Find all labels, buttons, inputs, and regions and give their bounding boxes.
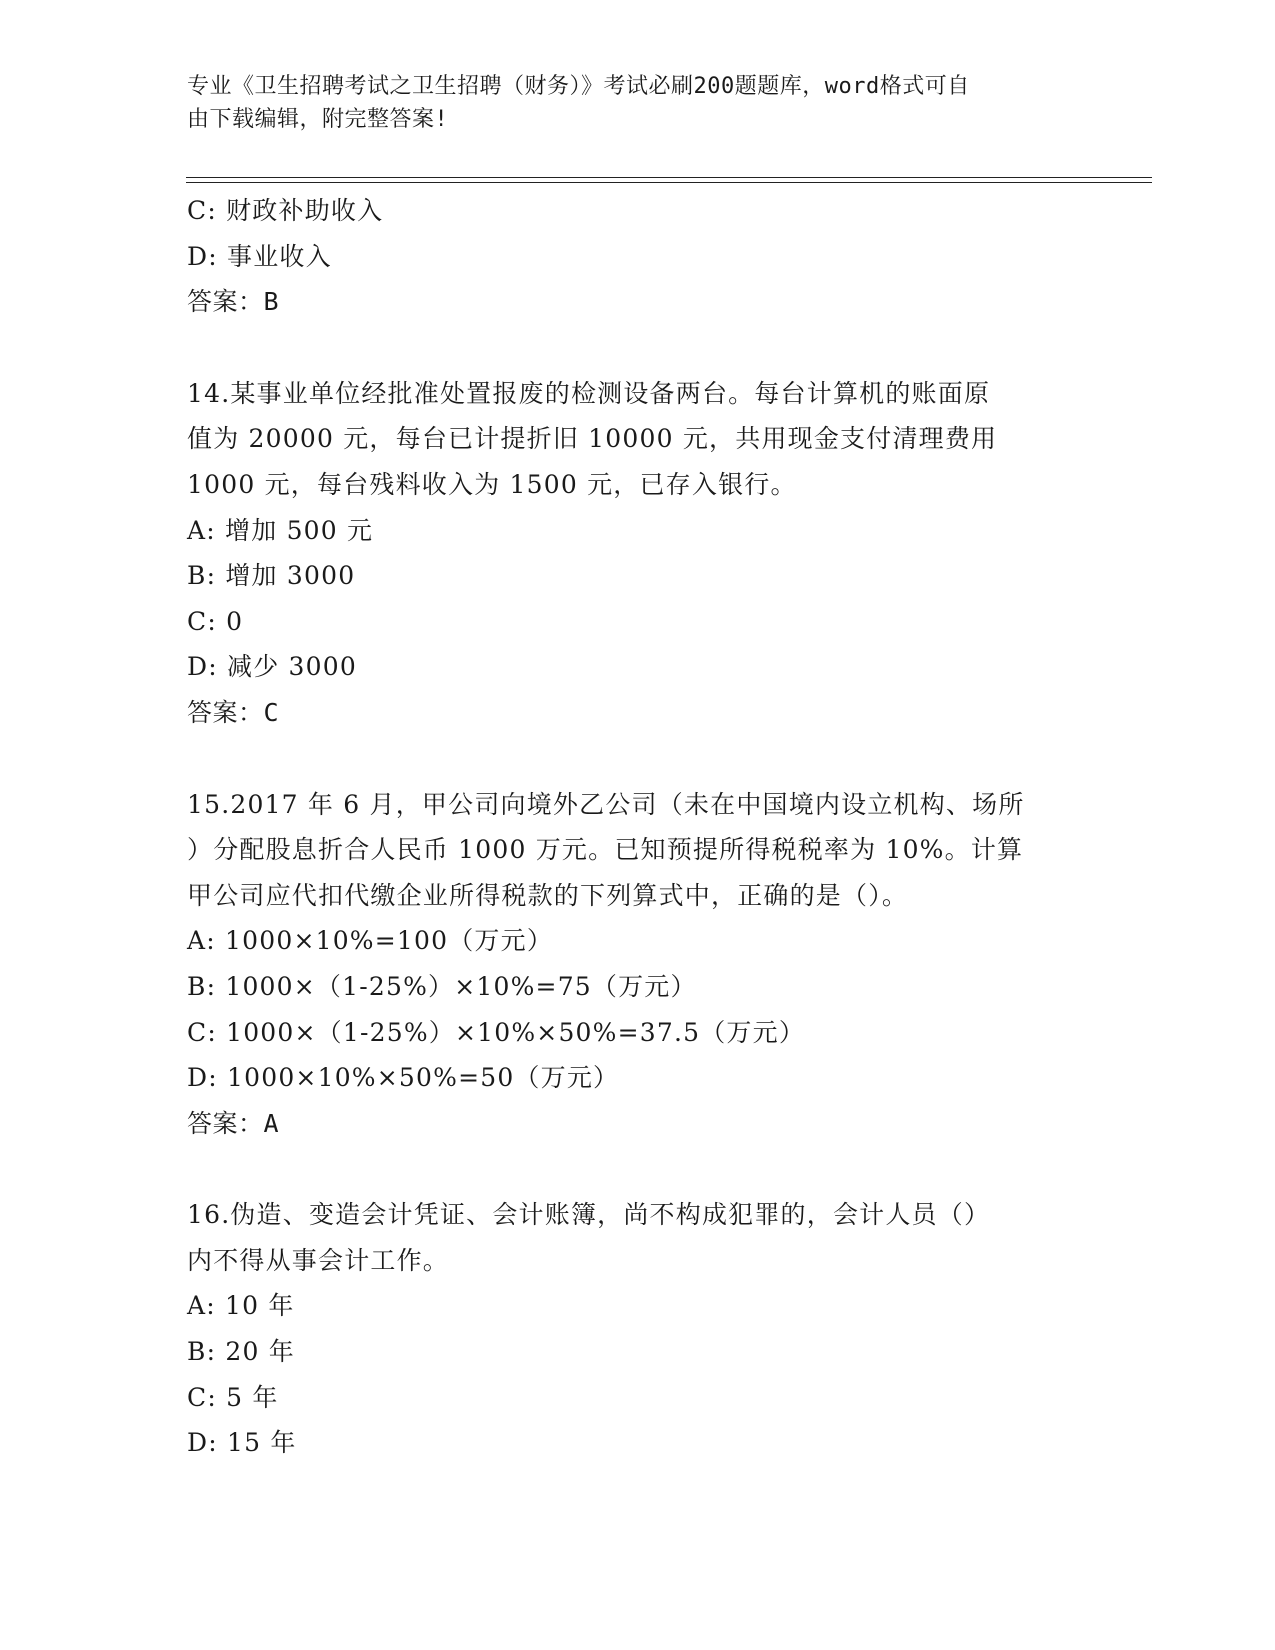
q13-option-c: C: 财政补助收入	[187, 196, 384, 225]
question-15	[187, 782, 1087, 1147]
header-line-1: 专业《卫生招聘考试之卫生招聘（财务）》考试必刷200题题库，word格式可自	[187, 74, 970, 99]
q15-answer: 答案：A	[187, 1108, 280, 1138]
q16-option-d: D: 15 年	[187, 1428, 297, 1458]
q15-option-d: D: 1000×10%×50%=50（万元）	[187, 1063, 620, 1093]
q14-stem-line-2: 值为 20000 元，每台已计提折旧 10000 元，共用现金支付清理费用	[187, 424, 998, 454]
spacer	[187, 325, 1087, 371]
header-rule-top	[186, 177, 1152, 178]
spacer	[187, 1146, 1087, 1192]
q15-stem-line-2: ）分配股息折合人民币 1000 万元。已知预提所得税税率为 10%。计算	[187, 835, 1024, 865]
q14-stem-line-3: 1000 元，每台残料收入为 1500 元，已存入银行。	[187, 469, 797, 499]
header-rule-bottom	[186, 182, 1152, 183]
q16-stem-line-1: 16.伪造、变造会计凭证、会计账簿，尚不构成犯罪的，会计人员（）	[187, 1200, 991, 1230]
q13-option-d: D: 事业收入	[187, 241, 332, 271]
q16-stem-line-2: 内不得从事会计工作。	[187, 1245, 450, 1275]
question-14	[187, 371, 1087, 736]
q14-stem-line-1: 14.某事业单位经批准处置报废的检测设备两台。每台计算机的账面原	[187, 378, 991, 408]
question-13-tail	[187, 188, 1087, 325]
q15-stem-line-1: 15.2017 年 6 月，甲公司向境外乙公司（未在中国境内设立机构、场所	[187, 789, 1025, 819]
q15-option-c: C: 1000×（1-25%）×10%×50%=37.5（万元）	[187, 1017, 806, 1047]
q14-option-d: D: 减少 3000	[187, 652, 357, 682]
q13-answer: 答案：B	[187, 287, 280, 317]
q14-answer: 答案：C	[187, 697, 280, 727]
q15-option-a: A: 1000×10%=100（万元）	[187, 926, 554, 956]
q16-option-c: C: 5 年	[187, 1382, 279, 1412]
q16-option-b: B: 20 年	[187, 1337, 295, 1367]
question-16	[187, 1192, 1087, 1466]
q14-option-a: A: 增加 500 元	[187, 515, 374, 545]
q14-option-b: B: 增加 3000	[187, 561, 356, 591]
q15-option-b: B: 1000×（1-25%）×10%=75（万元）	[187, 971, 697, 1001]
spacer	[187, 736, 1087, 782]
q15-stem-line-3: 甲公司应代扣代缴企业所得税款的下列算式中，正确的是（）。	[187, 880, 909, 910]
q14-option-c: C: 0	[187, 606, 244, 636]
header-line-2: 由下载编辑，附完整答案!	[187, 107, 449, 132]
q16-option-a: A: 10 年	[187, 1291, 295, 1321]
document-header	[187, 70, 1067, 136]
question-content	[187, 188, 1087, 1466]
